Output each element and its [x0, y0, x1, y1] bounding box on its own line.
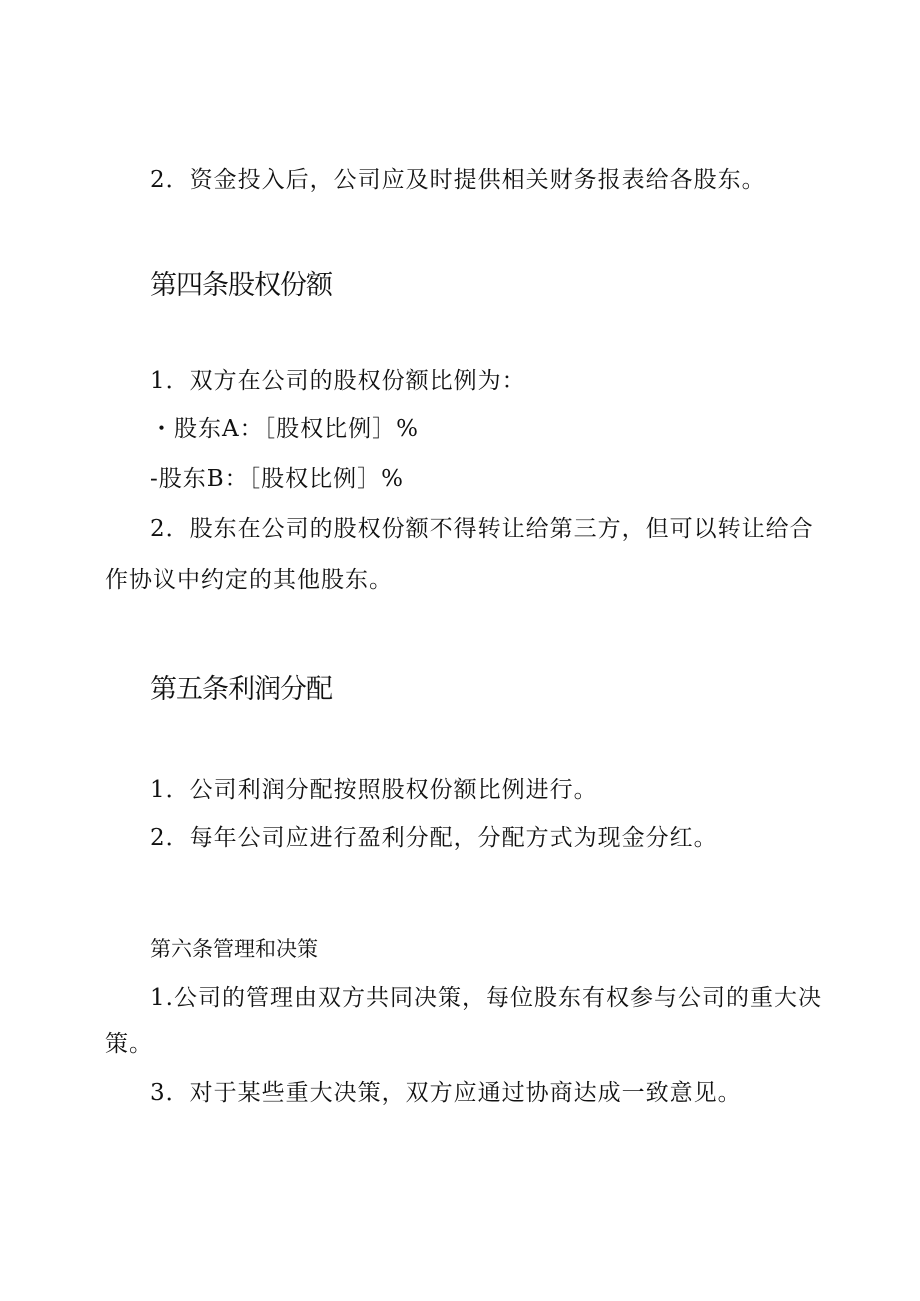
- section6-item-1-line-1: 1.公司的管理由双方共同决策，每位股东有权参与公司的重大决: [150, 985, 822, 1011]
- section4-shareholder-a: ・股东A：［股权比例］%: [150, 416, 419, 442]
- section5-item-2: 2．每年公司应进行盈利分配，分配方式为现金分红。: [150, 825, 718, 851]
- section5-item-1: 1．公司利润分配按照股权份额比例进行。: [150, 777, 598, 803]
- section4-shareholder-b: -股东B：［股权比例］%: [150, 466, 405, 492]
- section4-item-1: 1．双方在公司的股权份额比例为：: [150, 368, 526, 394]
- section6-heading: 第六条管理和决策: [150, 937, 318, 961]
- section6-item-1-line-2: 策。: [105, 1031, 153, 1057]
- section4-item-2-line-2: 作协议中约定的其他股东。: [105, 567, 393, 593]
- section6-item-3: 3．对于某些重大决策，双方应通过协商达成一致意见。: [150, 1080, 742, 1106]
- section5-heading: 第五条利润分配: [150, 674, 332, 705]
- section3-item-2: 2．资金投入后，公司应及时提供相关财务报表给各股东。: [150, 167, 766, 193]
- section4-item-2-line-1: 2．股东在公司的股权份额不得转让给第三方，但可以转让给合: [150, 516, 814, 542]
- section4-heading: 第四条股权份额: [150, 270, 332, 301]
